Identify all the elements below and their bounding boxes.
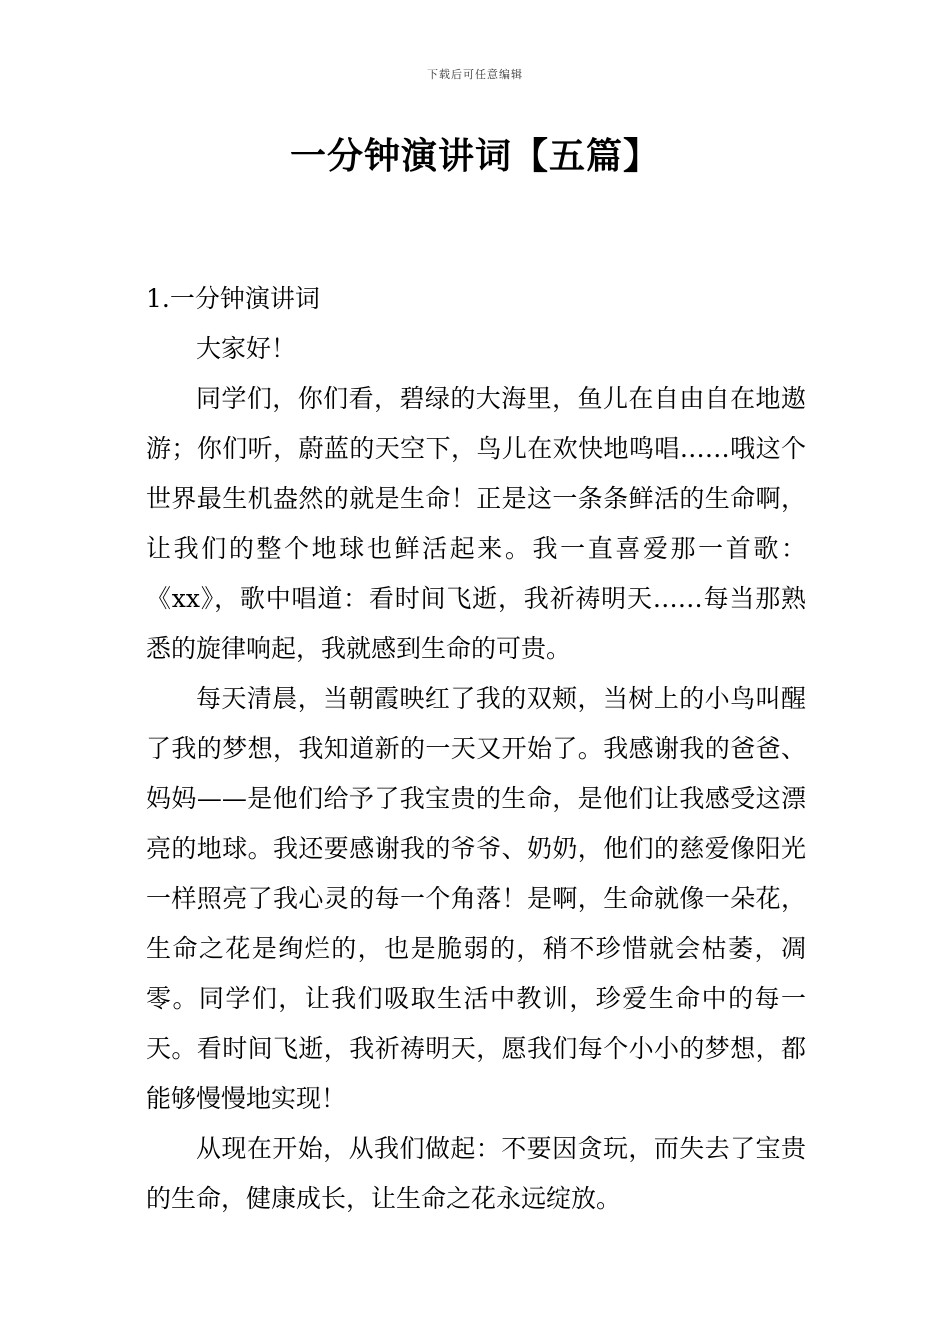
paragraph-3: 从现在开始，从我们做起：不要因贪玩，而失去了宝贵的生命，健康成长，让生命之花永远绽放。 [146, 1134, 806, 1213]
document-body [146, 274, 806, 1224]
section-heading: 1.一分钟演讲词 [146, 284, 320, 313]
document-title: 一分钟演讲词【五篇】 [289, 136, 660, 177]
header-note: 下载后可任意编辑 [427, 68, 523, 81]
paragraph-1: 同学们，你们看，碧绿的大海里，鱼儿在自由自在地遨游；你们听，蔚蓝的天空下，鸟儿在欢快地鸣唱……哦这个世界最生机盎然的就是生命！正是这一条条鲜活的生命啊，让我们的整个地球也鲜活起来。我一直喜爱那一首歌：《xx》，歌中唱道：看时间飞逝，我祈祷明天……每当那熟悉的旋律响起，我就感到生命的可贵。 [146, 384, 806, 663]
paragraph-2: 每天清晨，当朝霞映红了我的双颊，当树上的小鸟叫醒了我的梦想，我知道新的一天又开始了。我感谢我的爸爸、妈妈——是他们给予了我宝贵的生命，是他们让我感受这漂亮的地球。我还要感谢我的爷爷、奶奶，他们的慈爱像阳光一样照亮了我心灵的每一个角落！是啊，生命就像一朵花，生命之花是绚烂的，也是脆弱的，稍不珍惜就会枯萎，凋零。同学们，让我们吸取生活中教训，珍爱生命中的每一天。看时间飞逝，我祈祷明天，愿我们每个小小的梦想，都能够慢慢地实现！ [146, 684, 806, 1113]
paragraph-greeting: 大家好！ [196, 334, 297, 363]
